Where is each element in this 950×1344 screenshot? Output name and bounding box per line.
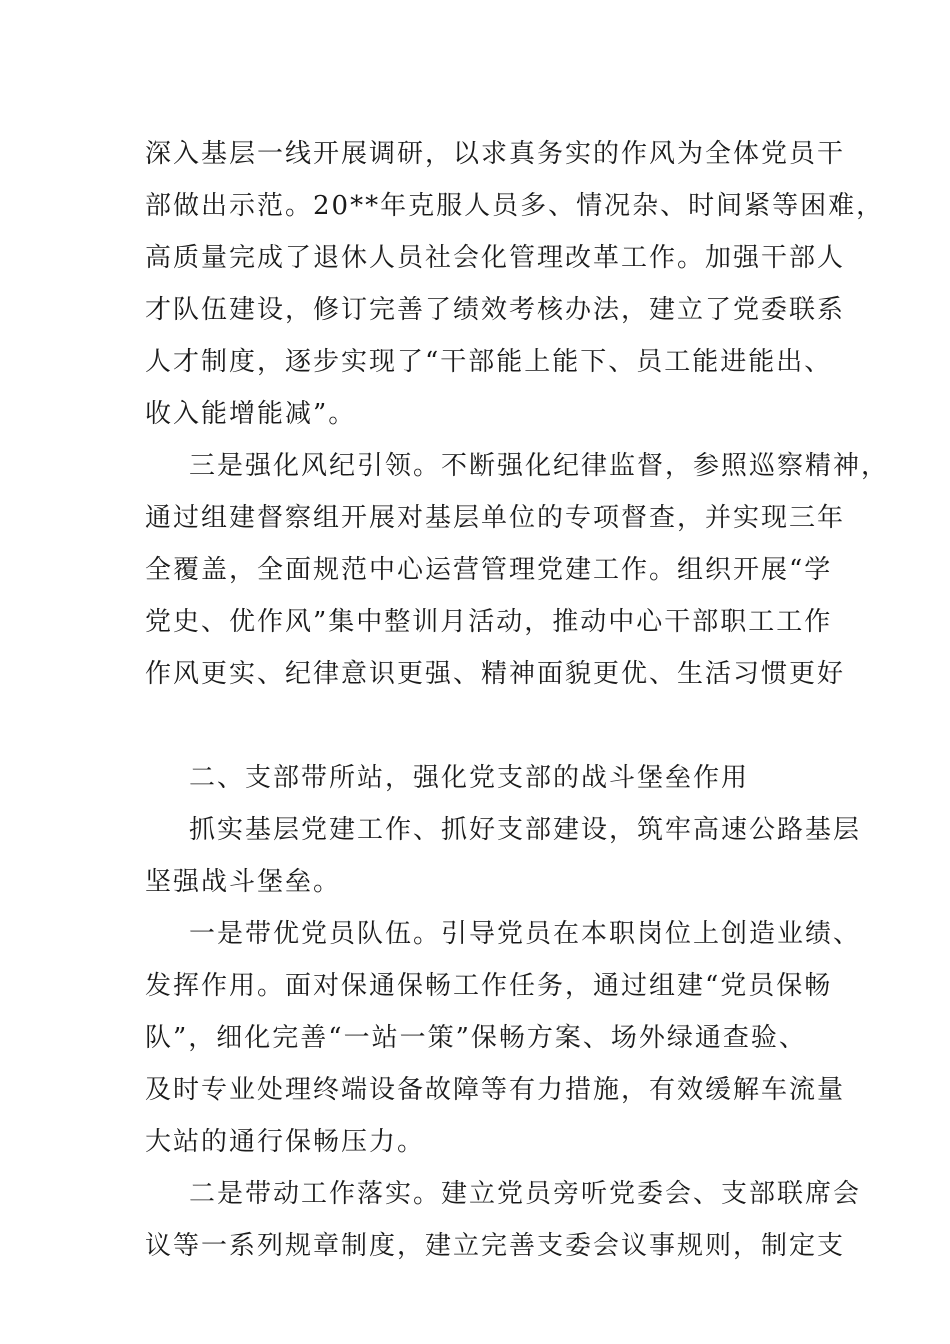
paragraph-1 [145, 128, 885, 440]
paragraph-4 [145, 908, 862, 1168]
paragraph-3 [145, 804, 862, 908]
text-line: 通过组建督察组开展对基层单位的专项督查，并实现三年 [145, 503, 846, 533]
text-line: 队”，细化完善“一站一策”保畅方案、场外绿通查验、 [145, 1023, 807, 1053]
text-line: 收入能增能减”。 [145, 399, 357, 429]
heading-line: 二、支部带所站，强化党支部的战斗堡垒作用 [189, 763, 750, 793]
text-line: 抓实基层党建工作、抓好支部建设，筑牢高速公路基层 [189, 815, 862, 845]
document-body [145, 128, 890, 1272]
text-line: 一是带优党员队伍。引导党员在本职岗位上创造业绩、 [189, 919, 862, 949]
text-line: 坚强战斗堡垒。 [145, 867, 342, 897]
text-line: 三是强化风纪引领。不断强化纪律监督，参照巡察精神， [189, 451, 890, 481]
text-line: 二是带动工作落实。建立党员旁听党委会、支部联席会 [189, 1179, 862, 1209]
text-line: 议等一系列规章制度，建立完善支委会议事规则，制定支 [145, 1231, 846, 1261]
text-line: 及时专业处理终端设备故障等有力措施，有效缓解车流量 [145, 1075, 846, 1105]
text-line: 全覆盖，全面规范中心运营管理党建工作。组织开展“学 [145, 555, 833, 585]
text-line: 部做出示范。20**年克服人员多、情况杂、时间紧等困难， [145, 191, 885, 221]
text-line: 作风更实、纪律意识更强、精神面貌更优、生活习惯更好 [145, 659, 846, 689]
paragraph-spacer [145, 700, 845, 752]
text-line: 大站的通行保畅压力。 [145, 1127, 426, 1157]
paragraph-5 [145, 1168, 862, 1272]
text-line: 人才制度，逐步实现了“干部能上能下、员工能进能出、 [145, 347, 833, 377]
paragraph-2 [145, 440, 890, 700]
text-line: 深入基层一线开展调研，以求真务实的作风为全体党员干 [145, 139, 846, 169]
section-heading [145, 752, 845, 804]
text-line: 党史、优作风”集中整训月活动，推动中心干部职工工作 [145, 607, 833, 637]
text-line: 高质量完成了退休人员社会化管理改革工作。加强干部人 [145, 243, 846, 273]
text-line: 才队伍建设，修订完善了绩效考核办法，建立了党委联系 [145, 295, 846, 325]
text-line: 发挥作用。面对保通保畅工作任务，通过组建“党员保畅 [145, 971, 833, 1001]
